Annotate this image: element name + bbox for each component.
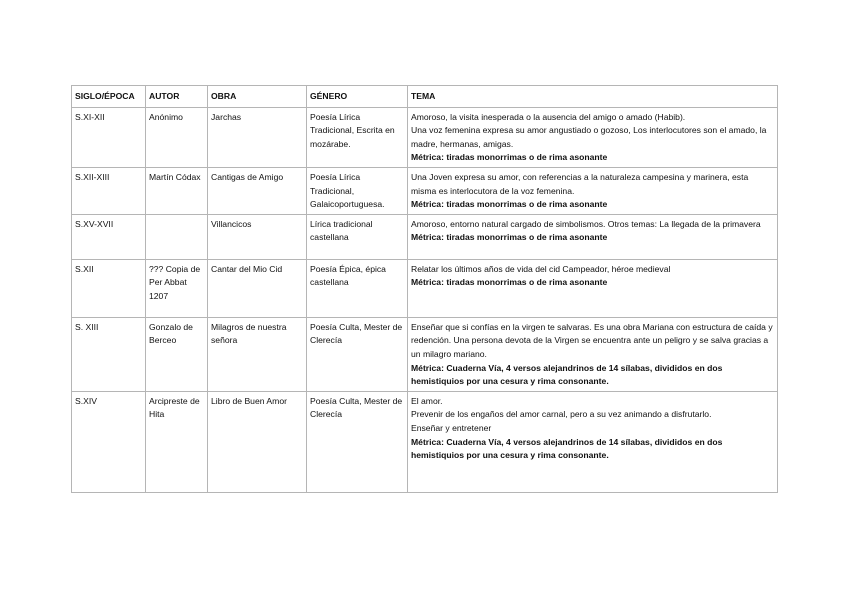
cell-autor: Martín Códax [146,167,208,214]
tema-line: Una Joven expresa su amor, con referencias a la naturaleza campesina y marinera, esta misma es interlocutora de la voz femenina. [411,171,749,196]
cell-genero: Lírica tradicional castellana [307,214,408,259]
cell-genero: Poesía Culta, Mester de Clerecía [307,317,408,391]
cell-siglo: S.XII [72,259,146,317]
cell-genero: Poesía Épica, épica castellana [307,259,408,317]
header-tema: TEMA [408,86,778,108]
cell-obra: Cantar del Mio Cid [208,259,307,317]
metrica-text: Métrica: tiradas monorrimas o de rima asonante [411,152,608,163]
cell-autor: Gonzalo de Berceo [146,317,208,391]
cell-genero: Poesía Culta, Mester de Clerecía [307,391,408,492]
cell-siglo: S.XIV [72,391,146,492]
table-row [72,167,778,214]
table-row [72,107,778,167]
cell-siglo: S.XI-XII [72,107,146,167]
cell-autor: Arcipreste de Hita [146,391,208,492]
cell-siglo: S. XIII [72,317,146,391]
cell-tema [408,391,778,492]
header-obra: OBRA [208,86,307,108]
tema-line: Amoroso, entorno natural cargado de simbolismos. Otros temas: La llegada de la primavera [411,218,761,229]
cell-tema [408,259,778,317]
tema-line: Enseñar que si confías en la virgen te salvaras. Es una obra Mariana con estructura de caída y redención. Una persona devota de la Virgen se encuentra ante un peligro y se salva gracias a un milagro mariano. [411,321,773,359]
metrica-text: Métrica: Cuaderna Vía, 4 versos alejandrinos de 14 sílabas, divididos en dos hemistiquios por una cesura y rima consonante. [411,362,723,387]
cell-siglo: S.XV-XVII [72,214,146,259]
tema-line: Amoroso, la visita inesperada o la ausencia del amigo o amado (Habib). [411,111,686,122]
metrica-text: Métrica: tiradas monorrimas o de rima asonante [411,232,608,243]
cell-tema [408,167,778,214]
metrica-text: Métrica: tiradas monorrimas o de rima asonante [411,199,608,210]
table-row [72,259,778,317]
cell-siglo: S.XII-XIII [72,167,146,214]
cell-autor: ??? Copia de Per Abbat 1207 [146,259,208,317]
cell-obra: Libro de Buen Amor [208,391,307,492]
table-row [72,214,778,259]
table-row [72,317,778,391]
tema-line: Relatar los últimos años de vida del cid Campeador, héroe medieval [411,263,671,274]
cell-tema [408,214,778,259]
tema-line: Enseñar y entretener [411,422,492,433]
table-header-row [72,86,778,108]
header-siglo: SIGLO/ÉPOCA [72,86,146,108]
cell-autor [146,214,208,259]
cell-genero: Poesía Lírica Tradicional, Galaicoportuguesa. [307,167,408,214]
tema-line: Prevenir de los engaños del amor carnal, pero a su vez animando a disfrutarlo. [411,409,712,420]
cell-obra: Jarchas [208,107,307,167]
literature-table [71,85,778,493]
cell-genero: Poesía Lírica Tradicional, Escrita en mozárabe. [307,107,408,167]
tema-line: El amor. [411,395,443,406]
cell-obra: Milagros de nuestra señora [208,317,307,391]
header-autor: AUTOR [146,86,208,108]
cell-tema [408,317,778,391]
cell-autor: Anónimo [146,107,208,167]
cell-obra: Villancicos [208,214,307,259]
header-genero: GÉNERO [307,86,408,108]
cell-obra: Cantigas de Amigo [208,167,307,214]
table-row [72,391,778,492]
cell-tema [408,107,778,167]
metrica-text: Métrica: Cuaderna Vía, 4 versos alejandrinos de 14 sílabas, divididos en dos hemistiquios por una cesura y rima consonante. [411,436,723,461]
tema-line: Una voz femenina expresa su amor angustiado o gozoso, Los interlocutores son el amado, la madre, hermanas, amigas. [411,125,767,149]
metrica-text: Métrica: tiradas monorrimas o de rima asonante [411,277,608,288]
